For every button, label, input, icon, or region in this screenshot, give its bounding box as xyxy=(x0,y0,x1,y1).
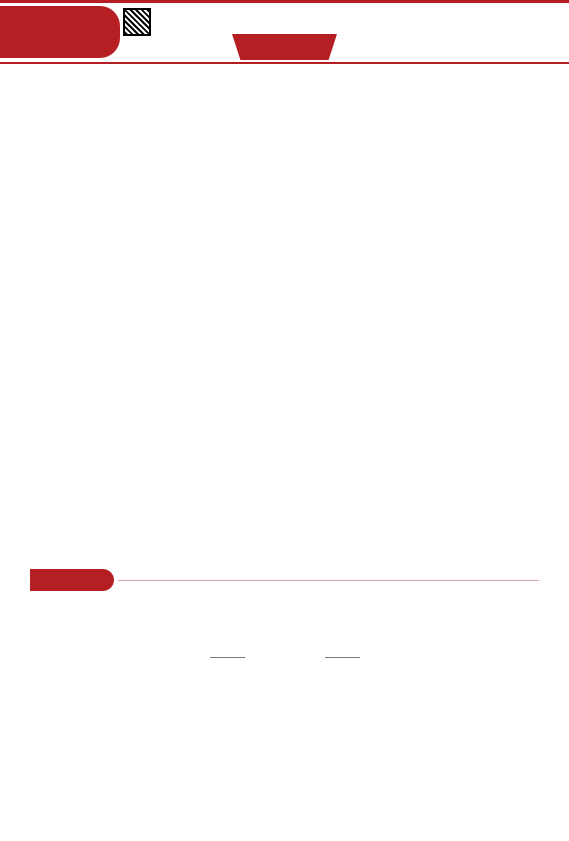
header-rule xyxy=(0,62,569,64)
column-banner-rule xyxy=(118,580,539,581)
story3-column-9 xyxy=(492,668,552,836)
section-banner xyxy=(232,34,337,60)
story1-column-3 xyxy=(186,145,260,388)
story1-column-1 xyxy=(30,160,104,388)
story2-column-2 xyxy=(120,447,206,560)
story2-column-4 xyxy=(300,447,386,560)
story1-column-4 xyxy=(264,145,338,388)
story3-column-6 xyxy=(318,668,370,836)
page-header xyxy=(0,0,569,58)
story1-column-6 xyxy=(420,145,494,388)
masthead-block xyxy=(0,6,120,58)
column-tag xyxy=(30,569,114,591)
masthead-tagline xyxy=(6,10,114,20)
story1-headline xyxy=(30,96,540,136)
qr-code-icon xyxy=(123,8,151,36)
author-rule-left xyxy=(210,657,245,658)
column-banner xyxy=(30,567,539,593)
story2-column-3 xyxy=(210,447,296,560)
story2-column-1 xyxy=(30,462,116,560)
story3-column-3 xyxy=(144,668,196,836)
story3-column-8 xyxy=(434,668,486,836)
story3-column-4 xyxy=(202,668,254,836)
story3-column-2 xyxy=(86,668,138,836)
story3-column-1 xyxy=(28,668,80,836)
story3-column-7 xyxy=(376,668,428,836)
story1-column-7 xyxy=(498,145,562,388)
story3-column-5 xyxy=(260,668,312,836)
header-top-rule xyxy=(0,0,569,3)
story2-headline xyxy=(10,395,559,421)
newspaper-logo xyxy=(34,24,114,50)
story1-column-5 xyxy=(342,145,416,388)
story2-column-5 xyxy=(390,447,476,560)
author-rule-right xyxy=(325,657,360,658)
story1-column-2 xyxy=(108,145,182,388)
story2-column-6 xyxy=(480,447,562,560)
story2-subheadline xyxy=(10,420,559,440)
story3-headline xyxy=(20,620,549,650)
